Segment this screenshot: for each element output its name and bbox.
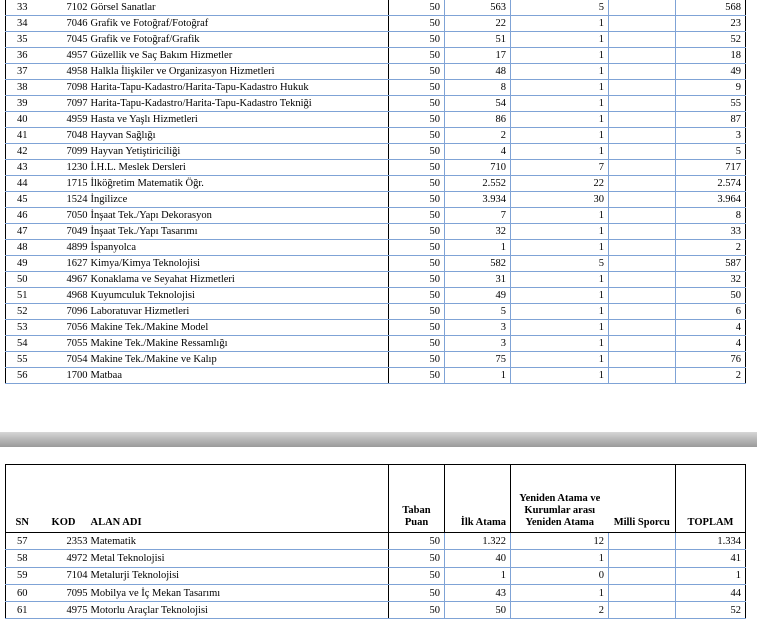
cell-kod: 4899 (39, 240, 89, 256)
cell-toplam: 2 (676, 368, 746, 384)
cell-toplam: 9 (676, 80, 746, 96)
cell-milli-sporcu (609, 602, 676, 619)
table-row (6, 80, 746, 96)
cell-ilk-atama: 75 (445, 352, 511, 368)
cell-yeniden-atama: 1 (511, 304, 609, 320)
cell-alan-adi: İnşaat Tek./Yapı Dekorasyon (89, 208, 389, 224)
cell-alan-adi: İ.H.L. Meslek Dersleri (89, 160, 389, 176)
cell-milli-sporcu (609, 304, 676, 320)
cell-yeniden-atama: 1 (511, 128, 609, 144)
cell-alan-adi: Matematik (89, 533, 389, 550)
cell-ilk-atama: 3 (445, 320, 511, 336)
cell-taban-puan: 50 (389, 352, 445, 368)
table-row (6, 208, 746, 224)
cell-toplam: 33 (676, 224, 746, 240)
cell-kod: 4959 (39, 112, 89, 128)
cell-milli-sporcu (609, 567, 676, 584)
cell-sn: 38 (6, 80, 39, 96)
table-row (6, 192, 746, 208)
cell-toplam: 87 (676, 112, 746, 128)
cell-kod: 7099 (39, 144, 89, 160)
cell-sn: 59 (6, 567, 39, 584)
cell-kod: 1715 (39, 176, 89, 192)
header-taban-puan: Taban Puan (389, 465, 445, 533)
cell-sn: 46 (6, 208, 39, 224)
table-row (6, 144, 746, 160)
cell-yeniden-atama: 1 (511, 16, 609, 32)
cell-ilk-atama: 1 (445, 368, 511, 384)
table-row (6, 272, 746, 288)
cell-sn: 37 (6, 64, 39, 80)
cell-alan-adi: Makine Tek./Makine ve Kalıp (89, 352, 389, 368)
page-break-divider (0, 432, 757, 447)
cell-toplam: 6 (676, 304, 746, 320)
table-row (6, 112, 746, 128)
table-row (6, 96, 746, 112)
header-kod: KOD (39, 465, 89, 533)
cell-taban-puan: 50 (389, 567, 445, 584)
cell-taban-puan: 50 (389, 368, 445, 384)
cell-alan-adi: Hayvan Yetiştiriciliği (89, 144, 389, 160)
table-row (6, 160, 746, 176)
cell-toplam: 50 (676, 288, 746, 304)
cell-milli-sporcu (609, 80, 676, 96)
cell-alan-adi: Hayvan Sağlığı (89, 128, 389, 144)
cell-milli-sporcu (609, 240, 676, 256)
table-row (6, 533, 746, 550)
cell-toplam: 49 (676, 64, 746, 80)
cell-taban-puan: 50 (389, 336, 445, 352)
cell-alan-adi: İnşaat Tek./Yapı Tasarımı (89, 224, 389, 240)
cell-yeniden-atama: 1 (511, 240, 609, 256)
cell-milli-sporcu (609, 16, 676, 32)
cell-kod: 7104 (39, 567, 89, 584)
cell-alan-adi: Görsel Sanatlar (89, 0, 389, 16)
cell-yeniden-atama: 1 (511, 550, 609, 567)
cell-toplam: 52 (676, 32, 746, 48)
cell-milli-sporcu (609, 320, 676, 336)
cell-yeniden-atama: 1 (511, 32, 609, 48)
cell-yeniden-atama: 7 (511, 160, 609, 176)
table-body-top (6, 0, 746, 384)
cell-sn: 54 (6, 336, 39, 352)
cell-sn: 56 (6, 368, 39, 384)
cell-kod: 7048 (39, 128, 89, 144)
cell-kod: 7095 (39, 584, 89, 601)
cell-sn: 57 (6, 533, 39, 550)
cell-kod: 1700 (39, 368, 89, 384)
cell-yeniden-atama: 2 (511, 602, 609, 619)
cell-kod: 1627 (39, 256, 89, 272)
cell-kod: 4967 (39, 272, 89, 288)
cell-ilk-atama: 2 (445, 128, 511, 144)
cell-milli-sporcu (609, 128, 676, 144)
cell-alan-adi: Güzellik ve Saç Bakım Hizmetler (89, 48, 389, 64)
cell-yeniden-atama: 12 (511, 533, 609, 550)
cell-ilk-atama: 17 (445, 48, 511, 64)
cell-yeniden-atama: 5 (511, 256, 609, 272)
cell-sn: 60 (6, 584, 39, 601)
cell-toplam: 4 (676, 320, 746, 336)
cell-toplam: 32 (676, 272, 746, 288)
table-row (6, 584, 746, 601)
cell-kod: 7050 (39, 208, 89, 224)
cell-yeniden-atama: 1 (511, 144, 609, 160)
cell-milli-sporcu (609, 160, 676, 176)
cell-taban-puan: 50 (389, 176, 445, 192)
cell-ilk-atama: 4 (445, 144, 511, 160)
table-row (6, 224, 746, 240)
cell-milli-sporcu (609, 336, 676, 352)
cell-milli-sporcu (609, 352, 676, 368)
cell-toplam: 76 (676, 352, 746, 368)
cell-milli-sporcu (609, 192, 676, 208)
cell-sn: 34 (6, 16, 39, 32)
cell-yeniden-atama: 1 (511, 288, 609, 304)
cell-toplam: 8 (676, 208, 746, 224)
cell-alan-adi: İspanyolca (89, 240, 389, 256)
cell-toplam: 2.574 (676, 176, 746, 192)
cell-alan-adi: Kuyumculuk Teknolojisi (89, 288, 389, 304)
cell-ilk-atama: 3.934 (445, 192, 511, 208)
cell-yeniden-atama: 1 (511, 112, 609, 128)
cell-sn: 47 (6, 224, 39, 240)
cell-milli-sporcu (609, 224, 676, 240)
cell-kod: 7055 (39, 336, 89, 352)
cell-kod: 7102 (39, 0, 89, 16)
cell-kod: 4972 (39, 550, 89, 567)
cell-taban-puan: 50 (389, 584, 445, 601)
cell-kod: 7096 (39, 304, 89, 320)
cell-yeniden-atama: 1 (511, 224, 609, 240)
cell-alan-adi: Matbaa (89, 368, 389, 384)
cell-toplam: 3 (676, 128, 746, 144)
cell-milli-sporcu (609, 48, 676, 64)
cell-yeniden-atama: 1 (511, 584, 609, 601)
table-row (6, 352, 746, 368)
cell-yeniden-atama: 1 (511, 208, 609, 224)
cell-taban-puan: 50 (389, 533, 445, 550)
cell-toplam: 717 (676, 160, 746, 176)
cell-taban-puan: 50 (389, 208, 445, 224)
table-row (6, 602, 746, 619)
cell-taban-puan: 50 (389, 288, 445, 304)
cell-toplam: 52 (676, 602, 746, 619)
cell-taban-puan: 50 (389, 144, 445, 160)
cell-taban-puan: 50 (389, 64, 445, 80)
cell-sn: 49 (6, 256, 39, 272)
cell-toplam: 44 (676, 584, 746, 601)
table-row (6, 128, 746, 144)
cell-milli-sporcu (609, 64, 676, 80)
cell-taban-puan: 50 (389, 602, 445, 619)
cell-toplam: 18 (676, 48, 746, 64)
allocation-table-top (5, 0, 746, 384)
cell-kod: 7098 (39, 80, 89, 96)
cell-kod: 7049 (39, 224, 89, 240)
cell-ilk-atama: 3 (445, 336, 511, 352)
cell-ilk-atama: 7 (445, 208, 511, 224)
cell-taban-puan: 50 (389, 32, 445, 48)
table-row (6, 32, 746, 48)
cell-sn: 51 (6, 288, 39, 304)
cell-ilk-atama: 582 (445, 256, 511, 272)
cell-yeniden-atama: 1 (511, 320, 609, 336)
cell-kod: 2353 (39, 533, 89, 550)
cell-toplam: 5 (676, 144, 746, 160)
cell-toplam: 4 (676, 336, 746, 352)
cell-milli-sporcu (609, 550, 676, 567)
header-ilk-atama: İlk Atama (445, 465, 511, 533)
cell-milli-sporcu (609, 533, 676, 550)
cell-ilk-atama: 31 (445, 272, 511, 288)
cell-ilk-atama: 1.322 (445, 533, 511, 550)
cell-yeniden-atama: 1 (511, 272, 609, 288)
cell-alan-adi: Laboratuvar Hizmetleri (89, 304, 389, 320)
cell-alan-adi: Konaklama ve Seyahat Hizmetleri (89, 272, 389, 288)
cell-yeniden-atama: 22 (511, 176, 609, 192)
table-row (6, 567, 746, 584)
cell-toplam: 568 (676, 0, 746, 16)
header-milli-sporcu: Milli Sporcu (609, 465, 676, 533)
table-row (6, 64, 746, 80)
cell-ilk-atama: 43 (445, 584, 511, 601)
table-row (6, 176, 746, 192)
cell-ilk-atama: 32 (445, 224, 511, 240)
cell-milli-sporcu (609, 368, 676, 384)
cell-milli-sporcu (609, 288, 676, 304)
cell-sn: 42 (6, 144, 39, 160)
cell-milli-sporcu (609, 144, 676, 160)
cell-taban-puan: 50 (389, 0, 445, 16)
cell-sn: 58 (6, 550, 39, 567)
cell-taban-puan: 50 (389, 96, 445, 112)
cell-toplam: 1 (676, 567, 746, 584)
cell-ilk-atama: 40 (445, 550, 511, 567)
cell-ilk-atama: 22 (445, 16, 511, 32)
cell-yeniden-atama: 1 (511, 64, 609, 80)
cell-sn: 44 (6, 176, 39, 192)
cell-sn: 39 (6, 96, 39, 112)
cell-sn: 43 (6, 160, 39, 176)
cell-milli-sporcu (609, 112, 676, 128)
cell-yeniden-atama: 5 (511, 0, 609, 16)
cell-taban-puan: 50 (389, 304, 445, 320)
cell-taban-puan: 50 (389, 550, 445, 567)
cell-alan-adi: Grafik ve Fotoğraf/Grafik (89, 32, 389, 48)
cell-milli-sporcu (609, 584, 676, 601)
cell-toplam: 55 (676, 96, 746, 112)
cell-toplam: 3.964 (676, 192, 746, 208)
cell-sn: 33 (6, 0, 39, 16)
table-row (6, 320, 746, 336)
table-row (6, 288, 746, 304)
cell-sn: 61 (6, 602, 39, 619)
cell-ilk-atama: 8 (445, 80, 511, 96)
cell-toplam: 2 (676, 240, 746, 256)
cell-ilk-atama: 563 (445, 0, 511, 16)
cell-alan-adi: Halkla İlişkiler ve Organizasyon Hizmetleri (89, 64, 389, 80)
cell-yeniden-atama: 1 (511, 48, 609, 64)
cell-yeniden-atama: 1 (511, 352, 609, 368)
cell-ilk-atama: 54 (445, 96, 511, 112)
cell-yeniden-atama: 0 (511, 567, 609, 584)
cell-ilk-atama: 710 (445, 160, 511, 176)
cell-milli-sporcu (609, 176, 676, 192)
cell-ilk-atama: 5 (445, 304, 511, 320)
cell-sn: 55 (6, 352, 39, 368)
cell-kod: 1524 (39, 192, 89, 208)
cell-taban-puan: 50 (389, 48, 445, 64)
cell-yeniden-atama: 1 (511, 368, 609, 384)
cell-sn: 41 (6, 128, 39, 144)
table-row (6, 336, 746, 352)
allocation-table-bottom (5, 464, 746, 619)
cell-kod: 7054 (39, 352, 89, 368)
cell-sn: 48 (6, 240, 39, 256)
cell-taban-puan: 50 (389, 320, 445, 336)
cell-kod: 7045 (39, 32, 89, 48)
cell-yeniden-atama: 1 (511, 336, 609, 352)
table-row (6, 304, 746, 320)
table-row (6, 240, 746, 256)
cell-taban-puan: 50 (389, 16, 445, 32)
cell-taban-puan: 50 (389, 224, 445, 240)
cell-alan-adi: Mobilya ve İç Mekan Tasarımı (89, 584, 389, 601)
cell-taban-puan: 50 (389, 272, 445, 288)
cell-yeniden-atama: 30 (511, 192, 609, 208)
table-body-bottom (6, 533, 746, 619)
cell-sn: 45 (6, 192, 39, 208)
cell-taban-puan: 50 (389, 240, 445, 256)
cell-alan-adi: Metalurji Teknolojisi (89, 567, 389, 584)
cell-yeniden-atama: 1 (511, 80, 609, 96)
cell-ilk-atama: 1 (445, 240, 511, 256)
cell-taban-puan: 50 (389, 192, 445, 208)
cell-alan-adi: Hasta ve Yaşlı Hizmetleri (89, 112, 389, 128)
header-toplam: TOPLAM (676, 465, 746, 533)
cell-taban-puan: 50 (389, 112, 445, 128)
cell-kod: 4958 (39, 64, 89, 80)
cell-ilk-atama: 50 (445, 602, 511, 619)
cell-sn: 36 (6, 48, 39, 64)
cell-kod: 4968 (39, 288, 89, 304)
cell-ilk-atama: 48 (445, 64, 511, 80)
cell-ilk-atama: 86 (445, 112, 511, 128)
cell-yeniden-atama: 1 (511, 96, 609, 112)
cell-toplam: 41 (676, 550, 746, 567)
cell-milli-sporcu (609, 0, 676, 16)
cell-sn: 40 (6, 112, 39, 128)
cell-kod: 1230 (39, 160, 89, 176)
cell-toplam: 587 (676, 256, 746, 272)
cell-alan-adi: Harita-Tapu-Kadastro/Harita-Tapu-Kadastro Hukuk (89, 80, 389, 96)
cell-kod: 7056 (39, 320, 89, 336)
table-row (6, 368, 746, 384)
table-row (6, 0, 746, 16)
header-alan-adi: ALAN ADI (89, 465, 389, 533)
cell-kod: 7097 (39, 96, 89, 112)
cell-alan-adi: Grafik ve Fotoğraf/Fotoğraf (89, 16, 389, 32)
cell-taban-puan: 50 (389, 80, 445, 96)
table-row (6, 256, 746, 272)
cell-milli-sporcu (609, 208, 676, 224)
table-row (6, 550, 746, 567)
cell-kod: 4975 (39, 602, 89, 619)
header-yeniden-atama: Yeniden Atama ve Kurumlar arası Yeniden Atama (511, 465, 609, 533)
cell-sn: 53 (6, 320, 39, 336)
cell-milli-sporcu (609, 32, 676, 48)
cell-ilk-atama: 1 (445, 567, 511, 584)
cell-milli-sporcu (609, 272, 676, 288)
cell-alan-adi: Harita-Tapu-Kadastro/Harita-Tapu-Kadastro Tekniği (89, 96, 389, 112)
cell-kod: 4957 (39, 48, 89, 64)
cell-alan-adi: Kimya/Kimya Teknolojisi (89, 256, 389, 272)
table-row (6, 16, 746, 32)
cell-taban-puan: 50 (389, 160, 445, 176)
cell-alan-adi: İngilizce (89, 192, 389, 208)
cell-milli-sporcu (609, 256, 676, 272)
cell-milli-sporcu (609, 96, 676, 112)
table-row (6, 48, 746, 64)
cell-sn: 50 (6, 272, 39, 288)
cell-taban-puan: 50 (389, 256, 445, 272)
cell-kod: 7046 (39, 16, 89, 32)
cell-alan-adi: Makine Tek./Makine Ressamlığı (89, 336, 389, 352)
cell-ilk-atama: 2.552 (445, 176, 511, 192)
cell-toplam: 23 (676, 16, 746, 32)
cell-sn: 52 (6, 304, 39, 320)
header-row (6, 465, 746, 533)
cell-toplam: 1.334 (676, 533, 746, 550)
cell-sn: 35 (6, 32, 39, 48)
cell-alan-adi: Makine Tek./Makine Model (89, 320, 389, 336)
cell-alan-adi: Motorlu Araçlar Teknolojisi (89, 602, 389, 619)
header-sn: SN (6, 465, 39, 533)
cell-ilk-atama: 49 (445, 288, 511, 304)
cell-alan-adi: Metal Teknolojisi (89, 550, 389, 567)
cell-ilk-atama: 51 (445, 32, 511, 48)
cell-taban-puan: 50 (389, 128, 445, 144)
cell-alan-adi: İlköğretim Matematik Öğr. (89, 176, 389, 192)
